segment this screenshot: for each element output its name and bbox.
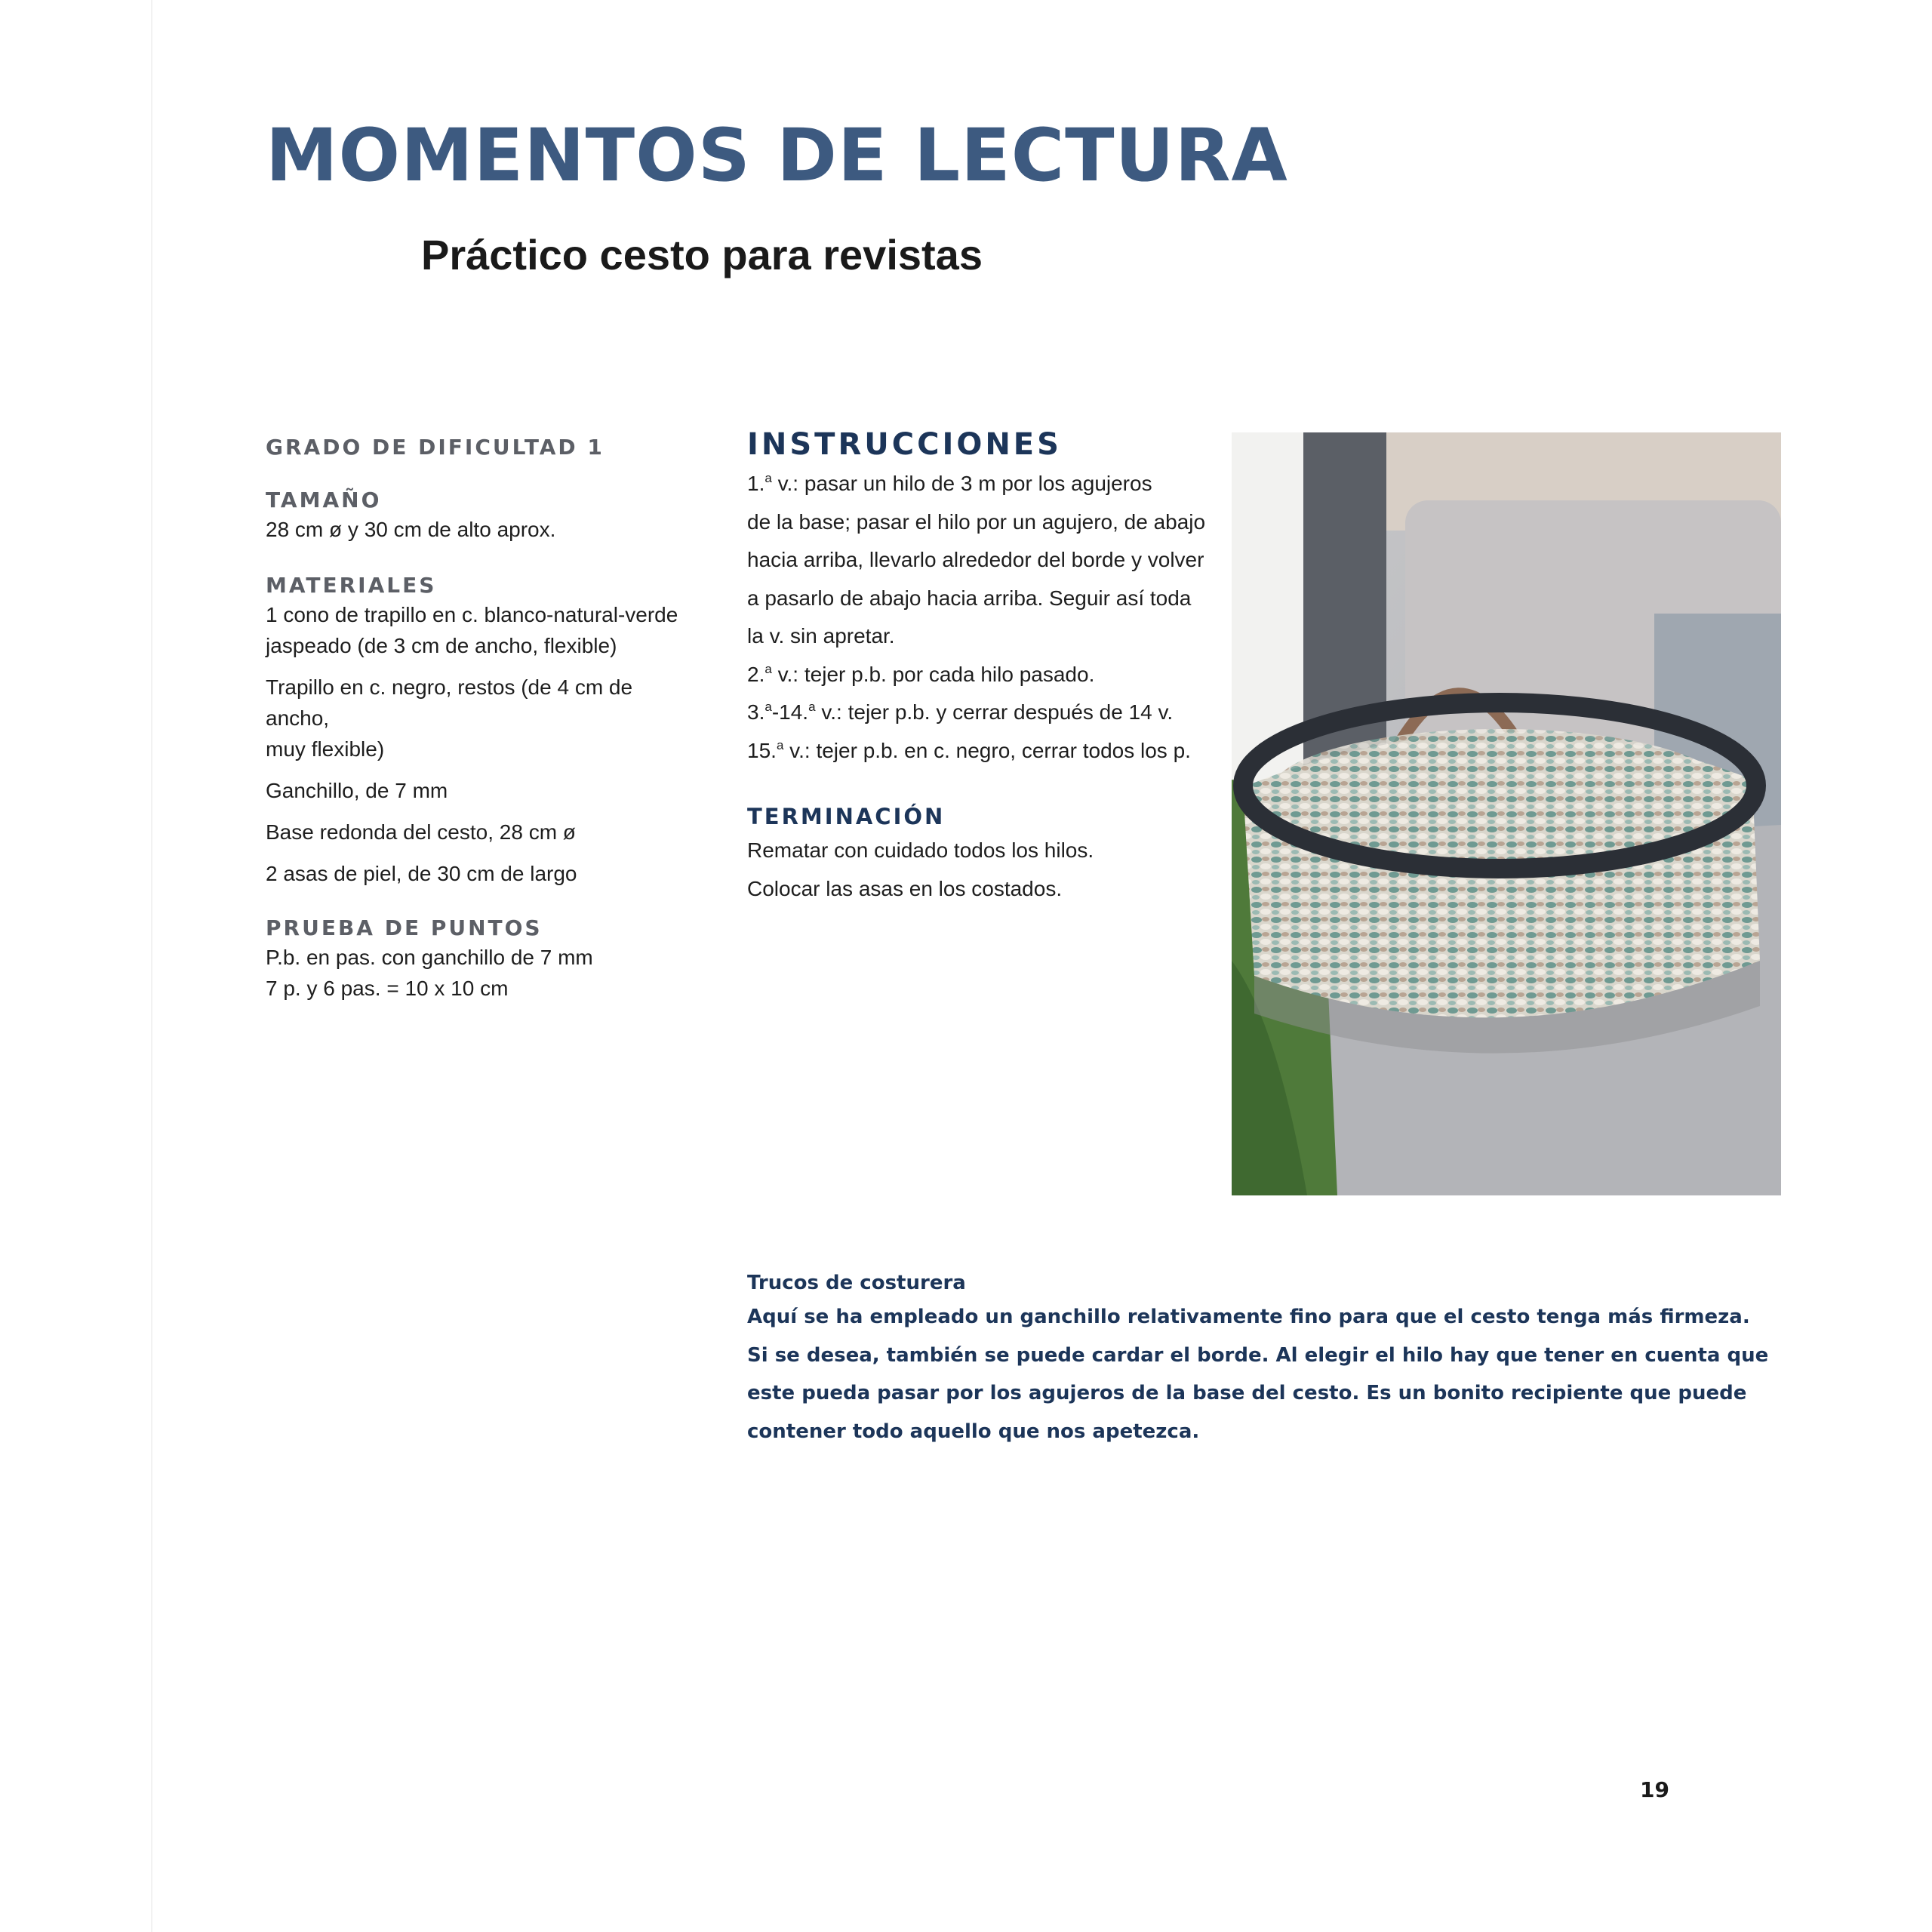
instruction-round-2: 2.$^a$ v.: tejer p.b. por cada hilo pasado.: [747, 661, 1095, 686]
instruction-line: la v. sin apretar.: [747, 624, 895, 648]
size-text: 28 cm ø y 30 cm de alto aprox.: [266, 518, 556, 541]
page-subtitle: Práctico cesto para revistas: [421, 231, 983, 278]
tips-line: contener todo aquello que nos apetezca.: [747, 1420, 1200, 1443]
instructions-heading: INSTRUCCIONES: [747, 427, 1062, 462]
instruction-round-3-14: 3.$^a$-14.$^a$ v.: tejer p.b. y cerrar después de 14 v.: [747, 700, 1174, 724]
instruction-round-1: 1.$^a$ v.: pasar un hilo de 3 m por los agujeros: [747, 471, 1152, 495]
tips-line: Aquí se ha empleado un ganchillo relativamente fino para que el cesto tenga más firmeza.: [747, 1306, 1750, 1328]
materials-heading: MATERIALES: [266, 573, 437, 598]
instructions-column: [747, 424, 1215, 908]
page-title: MOMENTOS DE LECTURA: [266, 113, 1288, 198]
difficulty-heading: GRADO DE DIFICULTAD 1: [266, 435, 605, 460]
finishing-line: Rematar con cuidado todos los hilos.: [747, 838, 1094, 862]
page-number: 19: [1640, 1777, 1669, 1802]
material-item: 2 asas de piel, de 30 cm de largo: [266, 862, 577, 885]
page-gutter-edge: [151, 0, 152, 1932]
instruction-line: a pasarlo de abajo hacia arriba. Seguir así toda: [747, 586, 1192, 610]
gauge-line: P.b. en pas. con ganchillo de 7 mm: [266, 946, 593, 969]
tips-title: Trucos de costurera: [747, 1272, 966, 1294]
gauge-line: 7 p. y 6 pas. = 10 x 10 cm: [266, 977, 509, 1000]
instruction-line: de la base; pasar el hilo por un agujero, de abajo: [747, 509, 1206, 534]
instruction-round-15: 15.$^a$ v.: tejer p.b. en c. negro, cerrar todos los p.: [747, 737, 1191, 762]
gauge-heading: PRUEBA DE PUNTOS: [266, 915, 543, 940]
basket-photo: [1232, 432, 1781, 1195]
material-item: Trapillo en c. negro, restos (de 4 cm de ancho, muy flexible): [266, 675, 633, 761]
finishing-heading: TERMINACIÓN: [747, 804, 946, 829]
size-heading: TAMAÑO: [266, 488, 382, 512]
tips-section: [747, 1268, 1769, 1451]
finishing-line: Colocar las asas en los costados.: [747, 876, 1063, 900]
material-item: 1 cono de trapillo en c. blanco-natural-verde jaspeado (de 3 cm de ancho, flexible): [266, 603, 678, 657]
material-item: Base redonda del cesto, 28 cm ø: [266, 820, 576, 844]
tips-line: Si se desea, también se puede cardar el borde. Al elegir el hilo hay que tener en cuenta que: [747, 1343, 1769, 1367]
materials-list: [266, 599, 688, 889]
material-item: Ganchillo, de 7 mm: [266, 779, 448, 802]
tips-line: este pueda pasar por los agujeros de la base del cesto. Es un bonito recipiente que puede: [747, 1382, 1747, 1404]
specs-column: [266, 434, 688, 1004]
instruction-line: hacia arriba, llevarlo alrededor del borde y volver: [747, 548, 1204, 571]
